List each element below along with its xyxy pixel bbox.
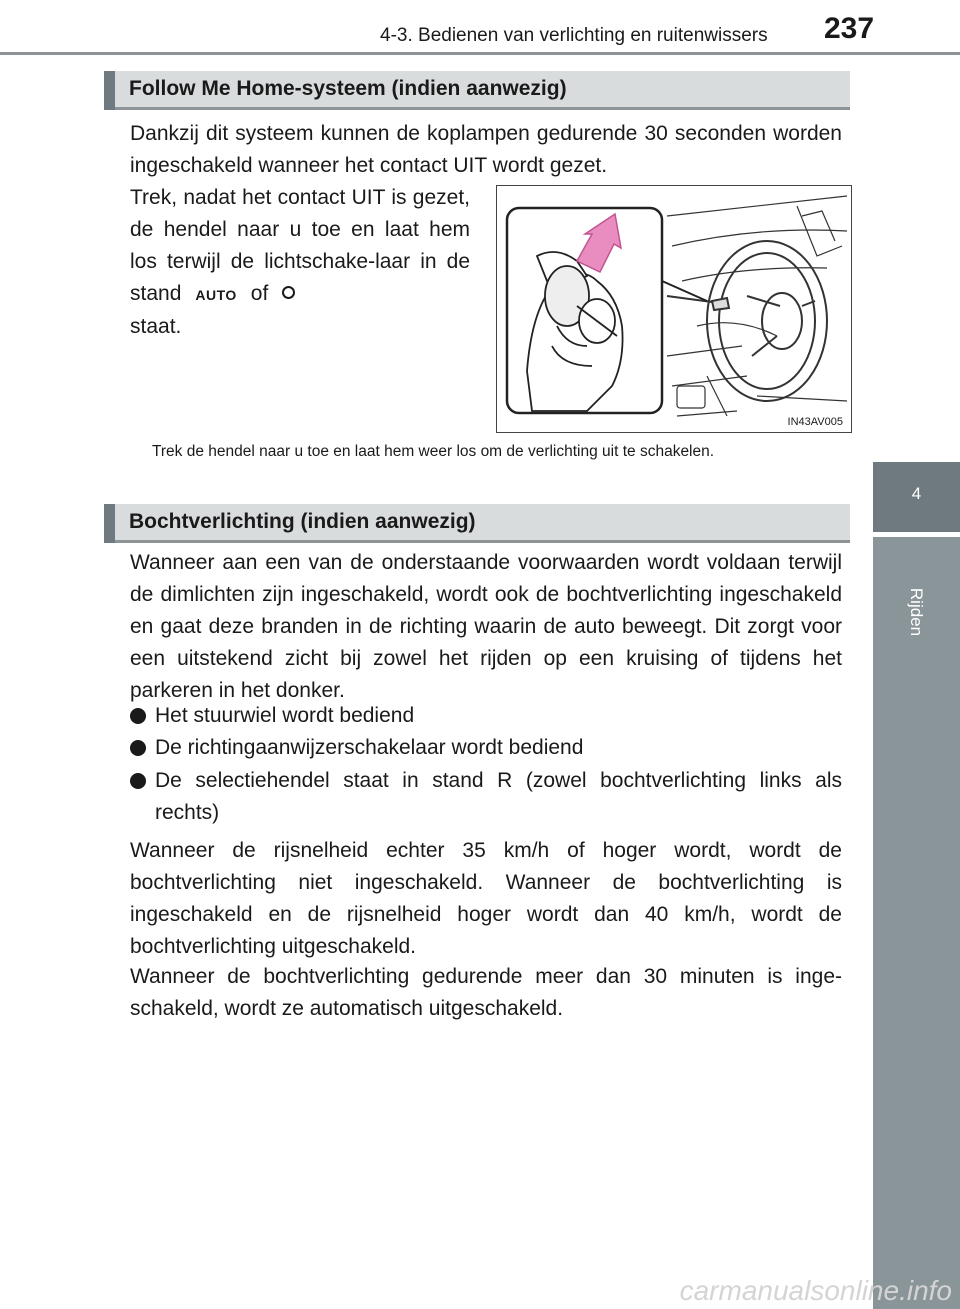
instruction-of: of: [250, 282, 269, 305]
chapter-label: Rijden: [907, 587, 926, 637]
section-accent: [104, 71, 115, 110]
section1-note: Trek de hendel naar u toe en laat hem weer los om de verlichting uit te schakelen.: [152, 443, 715, 460]
header-rule: [0, 52, 960, 55]
chapter-tab-body: [873, 537, 960, 1309]
bullet-icon: [130, 708, 146, 724]
section2-speed-paragraph: Wanneer de rijsnelheid echter 35 km/h of hoger wordt, wordt de bochtverlichting niet ingeschakeld. Wanneer de bochtverlichting is ingeschakeld en de rijsnelheid hoger wordt dan 40 km/h, wordt de bochtverlichting uitgeschakeld.: [130, 839, 842, 958]
section-title: Follow Me Home-systeem (indien aanwezig): [129, 77, 567, 100]
instruction-text: Trek, nadat het contact UIT is gezet, de hendel naar u toe en laat hem los terwijl de lichtschake-laar in de stand: [130, 186, 470, 305]
list-item: [130, 765, 842, 829]
list-item-text: Het stuurwiel wordt bediend: [155, 704, 415, 727]
list-item-text: De richtingaanwijzerschakelaar wordt bediend: [155, 736, 584, 759]
chapter-tab: [873, 462, 960, 532]
section2-timeout-paragraph: Wanneer de bochtverlichting gedurende meer dan 30 minuten is inge-schakeld, wordt ze automatisch uitgeschakeld.: [130, 965, 842, 1020]
list-item-text: De selectiehendel staat in stand R (zowel bochtverlichting links als rechts): [155, 769, 842, 824]
header-title: 4-3. Bedienen van verlichting en ruitenwissers: [380, 25, 768, 46]
dashboard-lever-drawing: [497, 186, 851, 432]
instruction-end: staat.: [130, 315, 182, 338]
section2-intro: Wanneer aan een van de onderstaande voorwaarden wordt voldaan terwijl de dimlichten zijn ingeschakeld, wordt ook de bochtverlichting ingeschakeld en gaat deze branden in de richting waarin de auto beweegt. Dit zorgt voor een uitstekend zicht bij zowel het rijden op een kruising of tijdens het parkeren in het donker.: [130, 551, 842, 702]
list-item: [130, 700, 842, 732]
section-accent: [104, 504, 115, 543]
list-item: [130, 732, 842, 764]
chapter-number: 4: [911, 484, 922, 503]
page-number: 237: [824, 12, 875, 45]
bullet-icon: [130, 740, 146, 756]
section-heading-follow-me-home: [104, 71, 850, 110]
section-heading-bochtverlichting: [104, 504, 850, 543]
figure-code: IN43AV005: [787, 416, 843, 428]
section-title: Bochtverlichting (indien aanwezig): [129, 510, 476, 533]
section1-instruction: [130, 182, 470, 343]
site-watermark: carmanualsonline.info: [679, 1275, 952, 1306]
section1-intro: Dankzij dit systeem kunnen de koplampen gedurende 30 seconden worden ingeschakeld wanneer het contact UIT wordt gezet.: [130, 122, 842, 177]
lever-illustration: [496, 185, 852, 433]
auto-symbol: AUTO: [195, 287, 237, 303]
parking-light-symbol-icon: [282, 286, 295, 299]
bullet-icon: [130, 773, 146, 789]
